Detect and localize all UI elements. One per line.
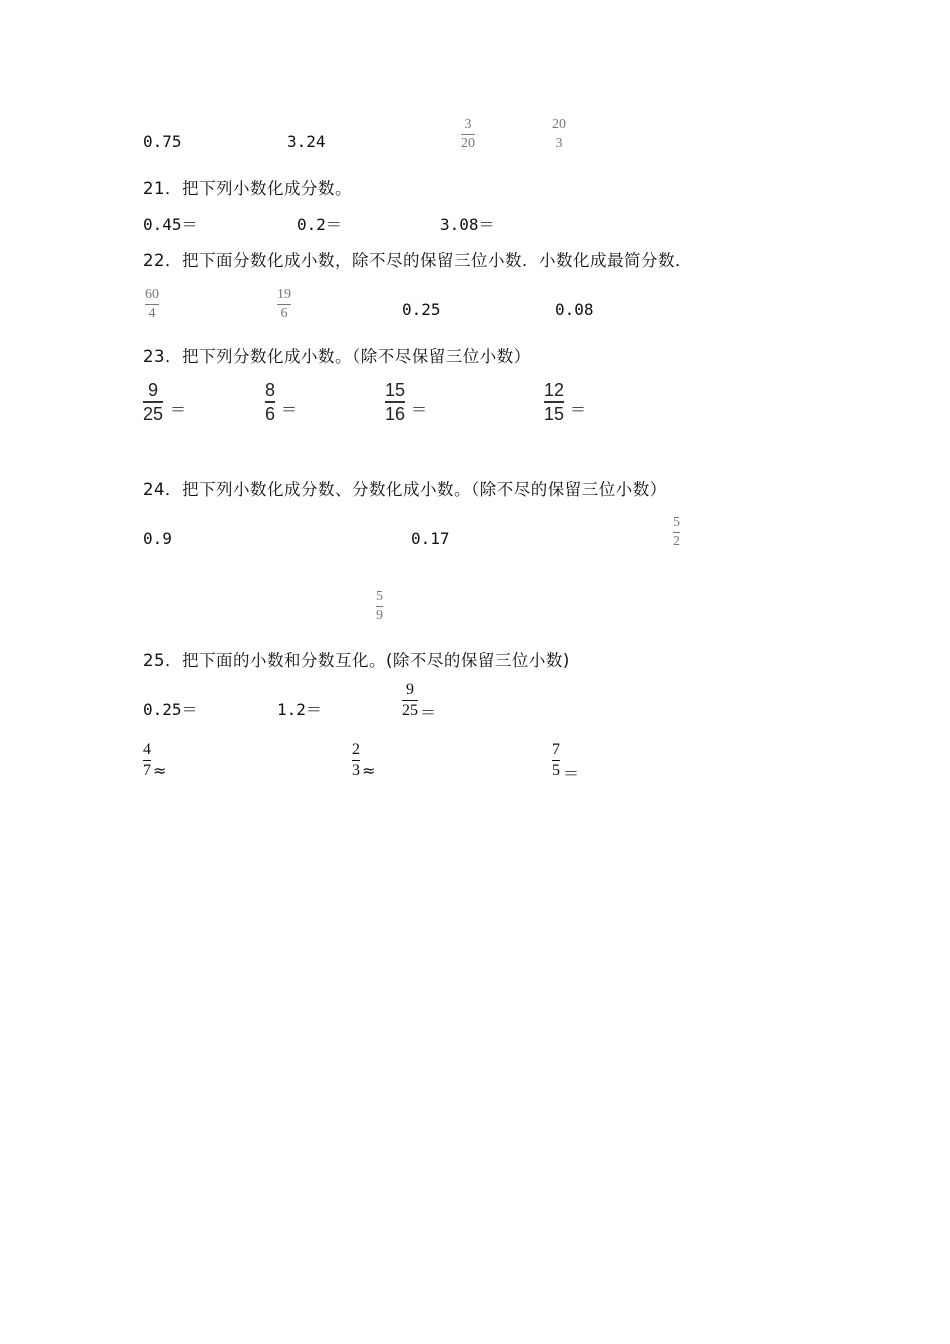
equals-sign: ＝ bbox=[170, 400, 187, 419]
fraction-3-20 bbox=[461, 118, 475, 151]
numerator: 19 bbox=[277, 287, 291, 302]
denominator: 25 bbox=[143, 404, 164, 424]
numerator: 9 bbox=[406, 681, 414, 698]
fraction-4-7 bbox=[143, 742, 151, 779]
fraction-60-4 bbox=[145, 288, 159, 321]
fraction-15-16 bbox=[385, 381, 405, 423]
decimal-0-25: 0.25 bbox=[402, 300, 441, 319]
denominator: 5 bbox=[552, 762, 560, 779]
equals-sign: ＝ bbox=[281, 400, 298, 419]
numerator: 7 bbox=[552, 741, 560, 758]
fraction-bar bbox=[265, 401, 275, 403]
question-23-title: 23．把下列分数化成小数。（除不尽保留三位小数） bbox=[143, 347, 531, 366]
numerator: 4 bbox=[143, 741, 151, 758]
numerator: 15 bbox=[385, 380, 406, 400]
q21-item-2: 0.2＝ bbox=[297, 215, 342, 234]
numerator: 12 bbox=[544, 380, 565, 400]
fraction-12-15 bbox=[544, 381, 564, 423]
decimal-3-24: 3.24 bbox=[287, 132, 326, 151]
fraction-bar bbox=[277, 304, 291, 305]
fraction-bar bbox=[352, 760, 360, 761]
fraction-5-9 bbox=[376, 590, 383, 623]
fraction-bar bbox=[461, 134, 475, 135]
fraction-19-6 bbox=[277, 288, 291, 321]
denominator: 4 bbox=[148, 306, 156, 321]
q25-decimal-1: 0.25＝ bbox=[143, 700, 198, 719]
numerator: 5 bbox=[376, 589, 383, 604]
denominator: 2 bbox=[673, 534, 680, 549]
question-25-title: 25．把下面的小数和分数互化。(除不尽的保留三位小数) bbox=[143, 651, 570, 670]
equals-sign: ＝ bbox=[570, 400, 587, 419]
fraction-bar bbox=[385, 401, 405, 403]
q21-item-1: 0.45＝ bbox=[143, 215, 198, 234]
equals-sign: ＝ bbox=[563, 764, 580, 783]
denominator: 6 bbox=[280, 306, 288, 321]
equals-sign: ＝ bbox=[411, 400, 428, 419]
denominator: 25 bbox=[402, 702, 418, 719]
question-21-title: 21．把下列小数化成分数。 bbox=[143, 179, 352, 198]
denominator: 7 bbox=[143, 762, 151, 779]
denominator: 3 bbox=[352, 762, 360, 779]
numerator: 3 bbox=[464, 117, 472, 132]
decimal-0-75: 0.75 bbox=[143, 132, 182, 151]
fraction-20-3 bbox=[552, 118, 566, 151]
fraction-9-25 bbox=[143, 381, 163, 423]
fraction-bar bbox=[143, 401, 163, 403]
numerator: 5 bbox=[673, 515, 680, 530]
denominator: 15 bbox=[544, 404, 565, 424]
fraction-bar bbox=[673, 532, 680, 533]
fraction-2-3 bbox=[352, 742, 360, 779]
fraction-9-25 bbox=[402, 682, 418, 719]
denominator: 3 bbox=[555, 136, 563, 151]
denominator: 16 bbox=[385, 404, 406, 424]
fraction-bar bbox=[544, 401, 564, 403]
fraction-bar bbox=[552, 760, 560, 761]
denominator: 6 bbox=[265, 404, 276, 424]
approx-sign: ≈ bbox=[362, 761, 376, 780]
denominator: 20 bbox=[461, 136, 475, 151]
decimal-0-9: 0.9 bbox=[143, 529, 172, 548]
denominator: 9 bbox=[376, 608, 383, 623]
fraction-bar bbox=[143, 760, 151, 761]
fraction-8-6 bbox=[265, 381, 275, 423]
numerator: 9 bbox=[148, 380, 159, 400]
fraction-7-5 bbox=[552, 742, 560, 779]
q25-decimal-2: 1.2＝ bbox=[277, 700, 322, 719]
question-22-title: 22．把下面分数化成小数，除不尽的保留三位小数．小数化成最简分数． bbox=[143, 251, 692, 270]
numerator: 2 bbox=[352, 741, 360, 758]
decimal-0-08: 0.08 bbox=[555, 300, 594, 319]
equals-sign: ＝ bbox=[420, 703, 437, 722]
fraction-bar bbox=[376, 606, 383, 607]
fraction-bar bbox=[552, 134, 566, 135]
numerator: 60 bbox=[145, 287, 159, 302]
fraction-5-2 bbox=[673, 516, 680, 549]
fraction-bar bbox=[402, 700, 418, 701]
question-24-title: 24．把下列小数化成分数、分数化成小数。（除不尽的保留三位小数） bbox=[143, 480, 667, 499]
fraction-bar bbox=[145, 304, 159, 305]
decimal-0-17: 0.17 bbox=[411, 529, 450, 548]
numerator: 20 bbox=[552, 117, 566, 132]
q21-item-3: 3.08＝ bbox=[440, 215, 495, 234]
approx-sign: ≈ bbox=[153, 761, 167, 780]
numerator: 8 bbox=[265, 380, 276, 400]
